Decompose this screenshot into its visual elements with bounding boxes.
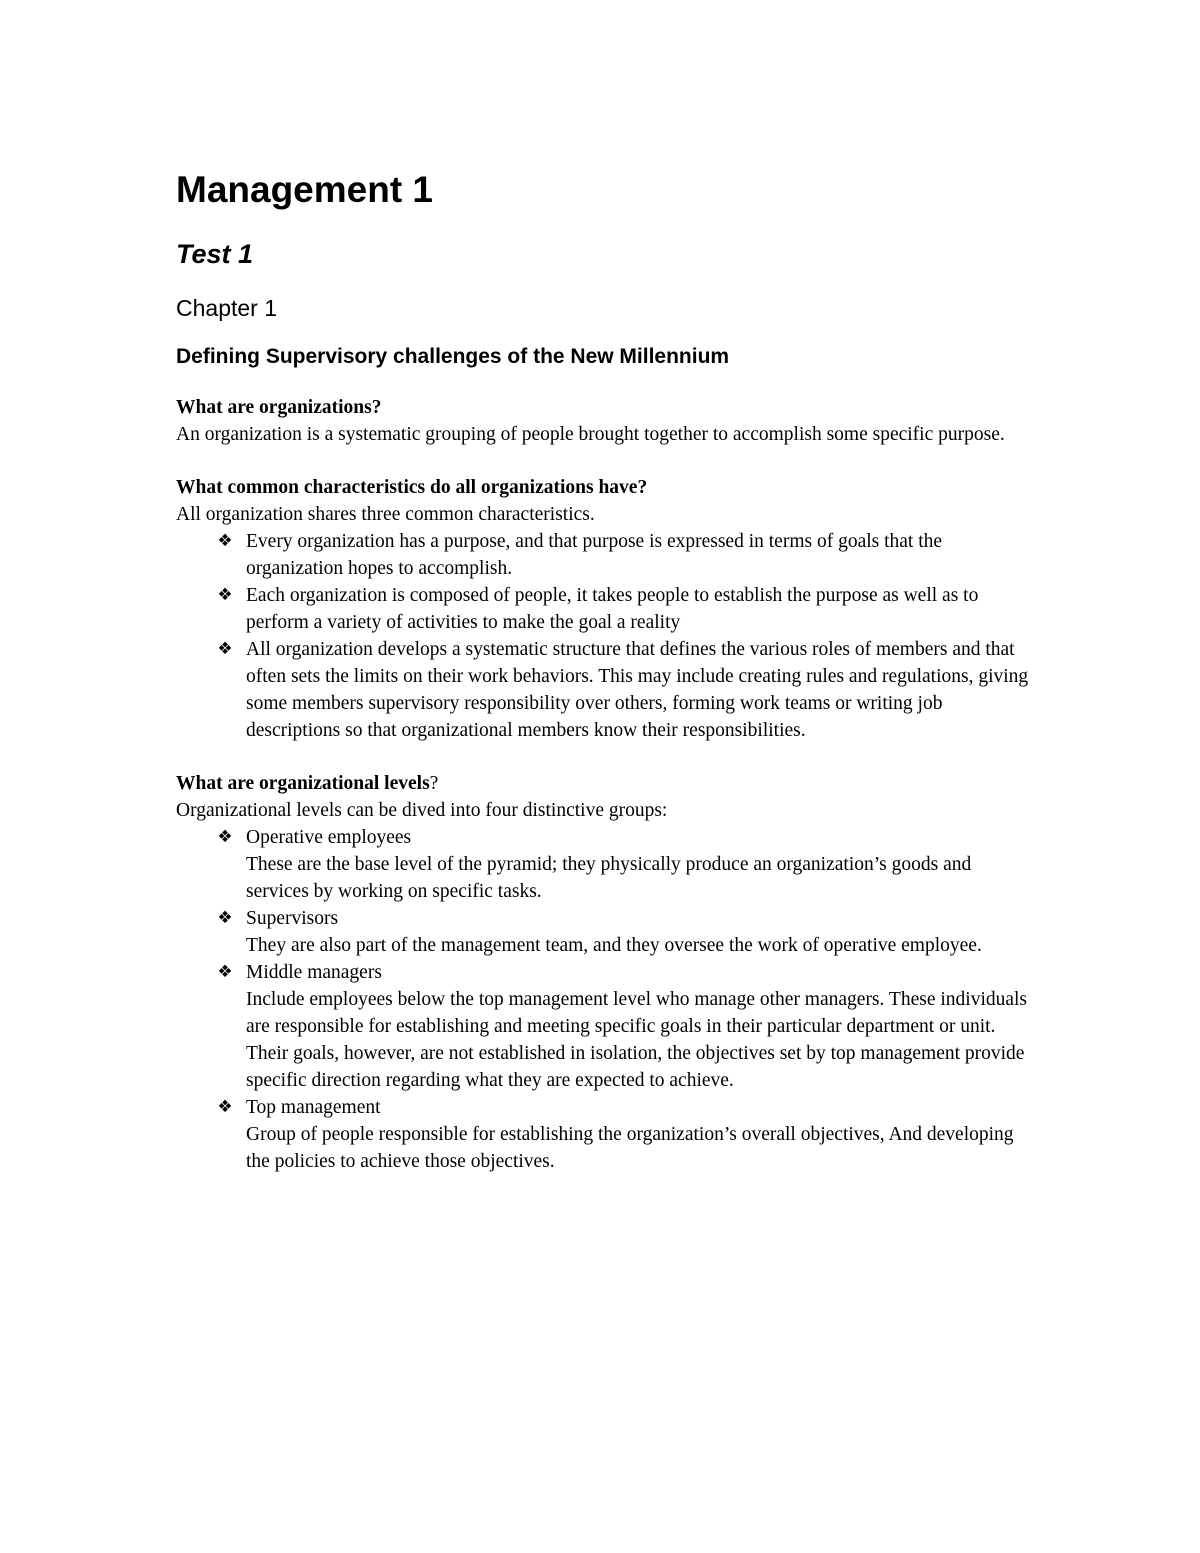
- document-title: Management 1: [176, 169, 434, 210]
- list-item: [176, 959, 1036, 1094]
- question-mark: ?: [429, 773, 439, 794]
- level-name: Supervisors: [246, 908, 339, 929]
- list-item: [176, 528, 1036, 582]
- four-diamond-bullet-icon: ❖: [217, 639, 233, 659]
- list-item: [176, 582, 1036, 636]
- section-question: [176, 770, 1036, 797]
- document-page: [176, 168, 1036, 1201]
- level-name: Operative employees: [246, 827, 412, 848]
- section-question-text: What are organizational levels: [176, 773, 430, 794]
- chapter-title: Defining Supervisory challenges of the New Millennium: [176, 345, 730, 368]
- four-diamond-bullet-icon: ❖: [217, 962, 233, 982]
- document-subtitle: Test 1: [176, 239, 254, 269]
- list-item: [176, 905, 1036, 959]
- list-item-text: Each organization is composed of people, it takes people to establish the purpose as well as to perform a variety of activities to make the goal a reality: [246, 585, 979, 633]
- level-name: Middle managers: [246, 962, 382, 983]
- list-item-text: Every organization has a purpose, and that purpose is expressed in terms of goals that the organization hopes to accomplish.: [246, 531, 943, 579]
- section-question: What are organizations?: [176, 397, 382, 418]
- level-description: Group of people responsible for establishing the organization’s overall objectives, And developing the policies to achieve those objectives.: [246, 1124, 1014, 1172]
- four-diamond-bullet-icon: ❖: [217, 827, 233, 847]
- section-levels: [176, 770, 1036, 1175]
- levels-list: [176, 824, 1036, 1175]
- four-diamond-bullet-icon: ❖: [217, 908, 233, 928]
- document-body: [176, 394, 1036, 1175]
- list-item: [176, 636, 1036, 744]
- list-item: [176, 1094, 1036, 1175]
- characteristics-list: [176, 528, 1036, 744]
- level-description: They are also part of the management team, and they oversee the work of operative employee.: [246, 935, 982, 956]
- section-answer: Organizational levels can be dived into four distinctive groups:: [176, 800, 668, 821]
- section-answer: An organization is a systematic grouping of people brought together to accomplish some specific purpose.: [176, 424, 1005, 445]
- section-characteristics: [176, 474, 1036, 744]
- four-diamond-bullet-icon: ❖: [217, 585, 233, 605]
- section-question: What common characteristics do all organizations have?: [176, 477, 648, 498]
- level-name: Top management: [246, 1097, 381, 1118]
- four-diamond-bullet-icon: ❖: [217, 1097, 233, 1117]
- section-answer: All organization shares three common characteristics.: [176, 504, 595, 525]
- level-description: Include employees below the top management level who manage other managers. These individuals are responsible for establishing and meeting specific goals in their particular department or unit. Their goals, however, are not established in isolation, the objectives set by top management provide specific direction regarding what they are expected to achieve.: [246, 989, 1028, 1091]
- chapter-heading: Chapter 1: [176, 295, 278, 321]
- section-organizations: [176, 394, 1036, 448]
- level-description: These are the base level of the pyramid; they physically produce an organization’s goods and services by working on specific tasks.: [246, 854, 972, 902]
- list-item: [176, 824, 1036, 905]
- four-diamond-bullet-icon: ❖: [217, 531, 233, 551]
- list-item-text: All organization develops a systematic structure that defines the various roles of members and that often sets the limits on their work behaviors. This may include creating rules and regulations, giving some members supervisory responsibility over others, forming work teams or writing job descriptions so that organizational members know their responsibilities.: [246, 639, 1029, 741]
